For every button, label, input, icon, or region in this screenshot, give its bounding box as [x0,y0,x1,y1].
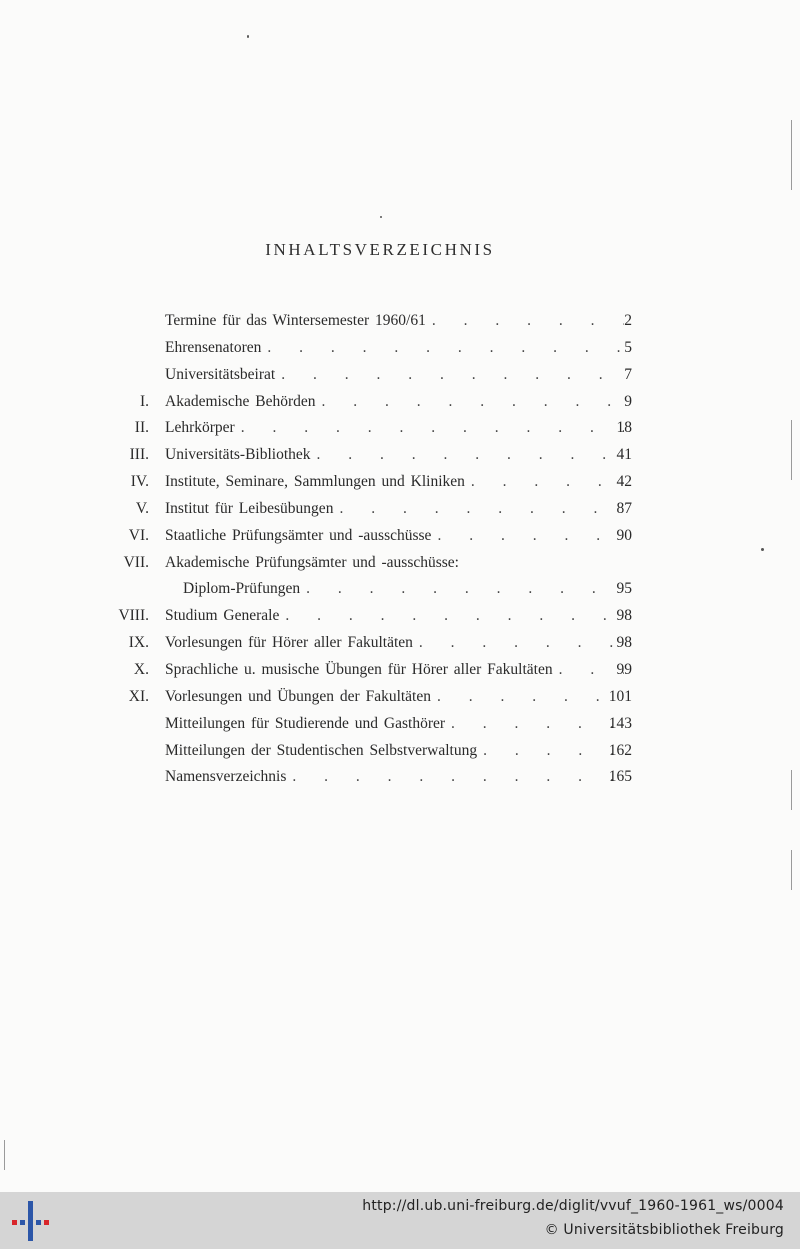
toc-row [0,415,800,442]
footer-bar [0,1192,800,1249]
toc-row [0,576,800,603]
scan-edge-mark [4,1140,5,1170]
toc-row [0,335,800,362]
toc-page-number: 87 [616,499,632,517]
toc-entry-title: Studium Generale [165,607,280,625]
toc-entry[interactable] [165,415,632,442]
toc-row [0,657,800,684]
toc-entry-title: Universitäts-Bibliothek [165,446,311,464]
toc-row [0,684,800,711]
toc-entry-title: Staatliche Prüfungsämter und -ausschüsse [165,526,432,544]
toc-entry[interactable] [165,738,632,765]
toc-section-number: V. [135,499,149,517]
toc-entry[interactable] [165,523,632,550]
toc-dot-leader [241,415,624,442]
toc-entry-title: Akademische Prüfungsämter und -ausschüsse: [165,553,459,571]
footer-permalink[interactable]: http://dl.ub.uni-freiburg.de/diglit/vvuf_1960-1961_ws/0004 [362,1198,784,1214]
toc-row [0,550,800,577]
toc-section-number: II. [134,419,149,437]
toc-dot-leader [281,362,624,389]
toc-page-number: 9 [624,392,632,410]
toc-entry-title: Termine für das Wintersemester 1960/61 [165,312,426,329]
toc-section-number: IV. [130,473,149,491]
toc-entry[interactable] [165,711,632,738]
toc-dot-leader [322,389,625,416]
toc-page-number: 162 [608,741,632,759]
toc-section-number: VI. [128,526,149,544]
toc-section-number: XI. [128,687,149,705]
toc-section-number: VII. [123,553,149,571]
toc-entry-title: Lehrkörper [165,419,235,437]
ub-freiburg-logo-icon [10,1199,50,1243]
toc-dot-leader [285,603,624,630]
table-of-contents [0,308,800,791]
toc-entry-title: Mitteilungen der Studentischen Selbstverwaltung [165,741,478,759]
toc-entry[interactable] [165,603,632,630]
toc-entry[interactable] [165,308,632,335]
toc-entry-title: Universitätsbeirat [165,365,276,383]
toc-entry-title: Sprachliche u. musische Übungen für Hörer aller Fakultäten [165,660,553,678]
toc-page-number: 101 [608,687,632,705]
toc-row [0,523,800,550]
toc-row [0,442,800,469]
toc-entry-title: Vorlesungen für Hörer aller Fakultäten [165,634,413,652]
toc-row [0,389,800,416]
toc-entry[interactable] [165,469,632,496]
toc-page-number: 95 [616,580,632,598]
toc-dot-leader [306,576,624,603]
toc-page-number: 7 [624,365,632,383]
toc-dot-leader [317,442,624,469]
toc-entry-title: Diplom-Prüfungen [183,580,301,598]
toc-entry[interactable] [165,496,632,523]
toc-row [0,711,800,738]
toc-dot-leader [339,496,624,523]
toc-page-number: 2 [624,312,632,329]
toc-entry[interactable] [165,630,632,657]
toc-entry[interactable] [165,657,632,684]
toc-row [0,362,800,389]
toc-page-number: 143 [608,714,632,732]
toc-entry-title: Institute, Seminare, Sammlungen und Kliniken [165,473,465,491]
toc-page-number: 165 [608,768,632,786]
toc-entry-title: Vorlesungen und Übungen der Fakultäten [165,687,431,705]
toc-entry[interactable] [165,764,632,791]
toc-entry-title: Mitteilungen für Studierende und Gasthörer [165,714,446,732]
toc-row [0,630,800,657]
toc-entry[interactable] [165,550,632,577]
toc-section-number: X. [133,660,149,678]
toc-row [0,603,800,630]
toc-page-number: 90 [616,526,632,544]
toc-entry-title: Akademische Behörden [165,392,316,410]
scan-speck [247,35,249,38]
toc-entry-title: Namensverzeichnis [165,768,287,786]
toc-page-number: 5 [624,338,632,356]
toc-entry[interactable] [183,576,632,603]
toc-entry[interactable] [165,389,632,416]
toc-row [0,764,800,791]
toc-dot-leader [267,335,624,362]
page-title: INHALTSVERZEICHNIS [265,240,495,259]
scan-speck [380,216,382,218]
toc-page-number: 18 [616,419,632,437]
toc-entry[interactable] [165,362,632,389]
toc-page-number: 41 [616,446,632,464]
toc-row [0,496,800,523]
toc-section-number: III. [129,446,149,464]
toc-row [0,469,800,496]
toc-entry[interactable] [165,684,632,711]
toc-section-number: VIII. [118,607,149,625]
toc-section-number: I. [139,392,149,410]
toc-page-number: 99 [616,660,632,678]
toc-entry-title: Institut für Leibesübungen [165,499,334,517]
toc-row [0,308,800,335]
toc-row [0,738,800,765]
scan-edge-mark [791,850,792,890]
toc-page-number: 98 [616,634,632,652]
toc-dot-leader [292,764,624,791]
footer-copyright: © Universitätsbibliothek Freiburg [544,1222,784,1238]
toc-entry[interactable] [165,335,632,362]
toc-entry-title: Ehrensenatoren [165,338,262,356]
toc-page-number: 98 [616,607,632,625]
toc-page-number: 42 [616,473,632,491]
toc-section-number: IX. [128,634,149,652]
toc-entry[interactable] [165,442,632,469]
scan-edge-mark [791,120,792,190]
